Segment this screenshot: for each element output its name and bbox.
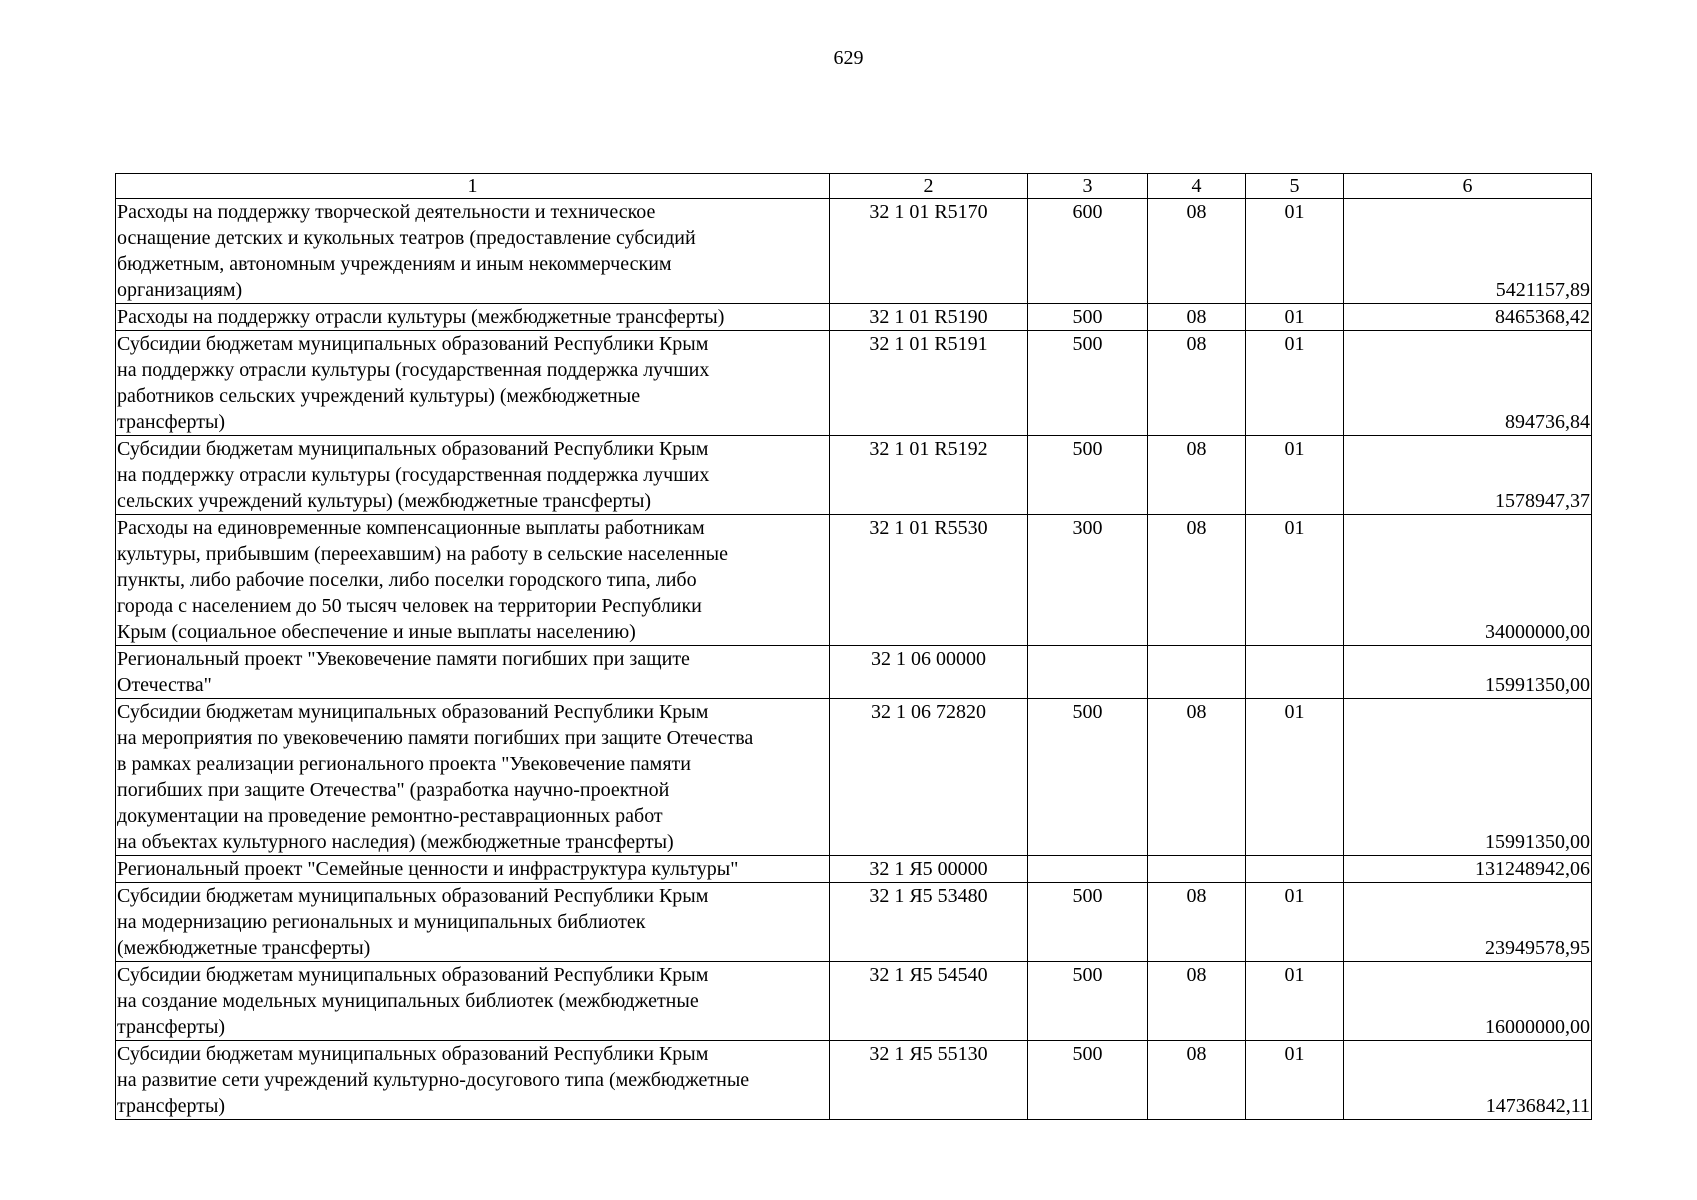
description-line: в рамках реализации регионального проекта "Увековечение памяти — [117, 753, 691, 775]
description-line: на объектах культурного наследия) (межбюджетные трансферты) — [117, 831, 674, 853]
description-line: Региональный проект "Семейные ценности и инфраструктура культуры" — [117, 858, 739, 880]
table-row — [116, 699, 1592, 856]
description-line: Отечества" — [117, 674, 212, 696]
row-subsection: 01 — [1246, 436, 1344, 515]
row-description — [116, 199, 830, 304]
row-section: 08 — [1148, 699, 1246, 856]
table-row — [116, 199, 1592, 304]
row-subsection — [1246, 856, 1344, 883]
header-col-4: 4 — [1148, 174, 1246, 199]
row-code: 32 1 06 72820 — [830, 699, 1028, 856]
table-row — [116, 515, 1592, 646]
table-body — [116, 199, 1592, 1120]
row-code: 32 1 01 R5190 — [830, 304, 1028, 331]
row-section: 08 — [1148, 962, 1246, 1041]
header-col-2: 2 — [830, 174, 1028, 199]
description-line: погибших при защите Отечества" (разработка научно-проектной — [117, 779, 670, 801]
row-expense-type — [1028, 856, 1148, 883]
page-number: 629 — [833, 47, 864, 69]
row-amount: 8465368,42 — [1344, 304, 1592, 331]
description-line: Расходы на поддержку отрасли культуры (межбюджетные трансферты) — [117, 306, 725, 328]
description-line: Расходы на единовременные компенсационные выплаты работникам — [117, 517, 705, 539]
row-amount: 894736,84 — [1344, 331, 1592, 436]
header-col-1: 1 — [116, 174, 830, 199]
description-line: работников сельских учреждений культуры) (межбюджетные — [117, 385, 641, 407]
description-line: сельских учреждений культуры) (межбюджетные трансферты) — [117, 490, 652, 512]
row-code: 32 1 Я5 53480 — [830, 883, 1028, 962]
description-line: организациям) — [117, 279, 243, 301]
row-code: 32 1 Я5 54540 — [830, 962, 1028, 1041]
description-line: на развитие сети учреждений культурно-досугового типа (межбюджетные — [117, 1069, 750, 1091]
description-line: на поддержку отрасли культуры (государственная поддержка лучших — [117, 359, 710, 381]
description-line: Крым (социальное обеспечение и иные выплаты населению) — [117, 621, 636, 643]
description-line: на поддержку отрасли культуры (государственная поддержка лучших — [117, 464, 710, 486]
description-line: пункты, либо рабочие поселки, либо поселки городского типа, либо — [117, 569, 697, 591]
header-col-6: 6 — [1344, 174, 1592, 199]
row-expense-type: 500 — [1028, 883, 1148, 962]
table-row — [116, 856, 1592, 883]
header-row — [116, 174, 1592, 199]
row-expense-type: 500 — [1028, 331, 1148, 436]
row-code: 32 1 Я5 00000 — [830, 856, 1028, 883]
row-amount: 34000000,00 — [1344, 515, 1592, 646]
row-amount: 131248942,06 — [1344, 856, 1592, 883]
description-line: (межбюджетные трансферты) — [117, 937, 371, 959]
description-line: Субсидии бюджетам муниципальных образований Республики Крым — [117, 1043, 709, 1065]
description-line: Расходы на поддержку творческой деятельности и техническое — [117, 201, 656, 223]
table-row — [116, 331, 1592, 436]
row-description — [116, 883, 830, 962]
description-line: Субсидии бюджетам муниципальных образований Республики Крым — [117, 333, 709, 355]
row-description — [116, 856, 830, 883]
row-section: 08 — [1148, 304, 1246, 331]
row-expense-type: 500 — [1028, 436, 1148, 515]
row-subsection: 01 — [1246, 962, 1344, 1041]
row-description — [116, 962, 830, 1041]
row-section — [1148, 856, 1246, 883]
table-row — [116, 1041, 1592, 1120]
row-amount: 16000000,00 — [1344, 962, 1592, 1041]
row-description — [116, 515, 830, 646]
row-code: 32 1 01 R5192 — [830, 436, 1028, 515]
row-expense-type: 600 — [1028, 199, 1148, 304]
row-section — [1148, 646, 1246, 699]
row-expense-type: 500 — [1028, 304, 1148, 331]
description-line: оснащение детских и кукольных театров (предоставление субсидий — [117, 227, 696, 249]
header-col-5: 5 — [1246, 174, 1344, 199]
row-section: 08 — [1148, 883, 1246, 962]
row-amount: 5421157,89 — [1344, 199, 1592, 304]
row-description — [116, 304, 830, 331]
row-subsection — [1246, 646, 1344, 699]
table-row — [116, 962, 1592, 1041]
description-line: бюджетным, автономным учреждениям и иным некоммерческим — [117, 253, 672, 275]
description-line: Субсидии бюджетам муниципальных образований Республики Крым — [117, 885, 709, 907]
row-expense-type: 500 — [1028, 699, 1148, 856]
table-row — [116, 436, 1592, 515]
row-subsection: 01 — [1246, 883, 1344, 962]
row-subsection: 01 — [1246, 304, 1344, 331]
row-amount: 1578947,37 — [1344, 436, 1592, 515]
description-line: трансферты) — [117, 1016, 226, 1038]
row-subsection: 01 — [1246, 199, 1344, 304]
description-line: Субсидии бюджетам муниципальных образований Республики Крым — [117, 701, 709, 723]
row-description — [116, 699, 830, 856]
table-row — [116, 646, 1592, 699]
description-line: трансферты) — [117, 411, 226, 433]
row-section: 08 — [1148, 515, 1246, 646]
description-line: трансферты) — [117, 1095, 226, 1117]
row-subsection: 01 — [1246, 331, 1344, 436]
row-amount: 23949578,95 — [1344, 883, 1592, 962]
row-subsection: 01 — [1246, 699, 1344, 856]
row-description — [116, 436, 830, 515]
description-line: Субсидии бюджетам муниципальных образований Республики Крым — [117, 438, 709, 460]
row-section: 08 — [1148, 199, 1246, 304]
row-description — [116, 1041, 830, 1120]
description-line: на создание модельных муниципальных библиотек (межбюджетные — [117, 990, 699, 1012]
description-line: на мероприятия по увековечению памяти погибших при защите Отечества — [117, 727, 754, 749]
row-amount: 15991350,00 — [1344, 646, 1592, 699]
row-subsection: 01 — [1246, 515, 1344, 646]
row-expense-type: 500 — [1028, 1041, 1148, 1120]
description-line: Субсидии бюджетам муниципальных образований Республики Крым — [117, 964, 709, 986]
table-row — [116, 304, 1592, 331]
row-code: 32 1 06 00000 — [830, 646, 1028, 699]
row-amount: 14736842,11 — [1344, 1041, 1592, 1120]
row-description — [116, 331, 830, 436]
description-line: города с населением до 50 тысяч человек на территории Республики — [117, 595, 702, 617]
row-subsection: 01 — [1246, 1041, 1344, 1120]
description-line: на модернизацию региональных и муниципальных библиотек — [117, 911, 646, 933]
description-line: культуры, прибывшим (переехавшим) на работу в сельские населенные — [117, 543, 728, 565]
row-description — [116, 646, 830, 699]
row-expense-type: 300 — [1028, 515, 1148, 646]
row-code: 32 1 Я5 55130 — [830, 1041, 1028, 1120]
row-expense-type: 500 — [1028, 962, 1148, 1041]
budget-table — [115, 173, 1592, 1120]
row-code: 32 1 01 R5191 — [830, 331, 1028, 436]
description-line: документации на проведение ремонтно-реставрационных работ — [117, 805, 663, 827]
row-code: 32 1 01 R5530 — [830, 515, 1028, 646]
row-section: 08 — [1148, 436, 1246, 515]
row-expense-type — [1028, 646, 1148, 699]
description-line: Региональный проект "Увековечение памяти погибших при защите — [117, 648, 690, 670]
row-section: 08 — [1148, 331, 1246, 436]
header-col-3: 3 — [1028, 174, 1148, 199]
row-section: 08 — [1148, 1041, 1246, 1120]
table-row — [116, 883, 1592, 962]
row-code: 32 1 01 R5170 — [830, 199, 1028, 304]
row-amount: 15991350,00 — [1344, 699, 1592, 856]
